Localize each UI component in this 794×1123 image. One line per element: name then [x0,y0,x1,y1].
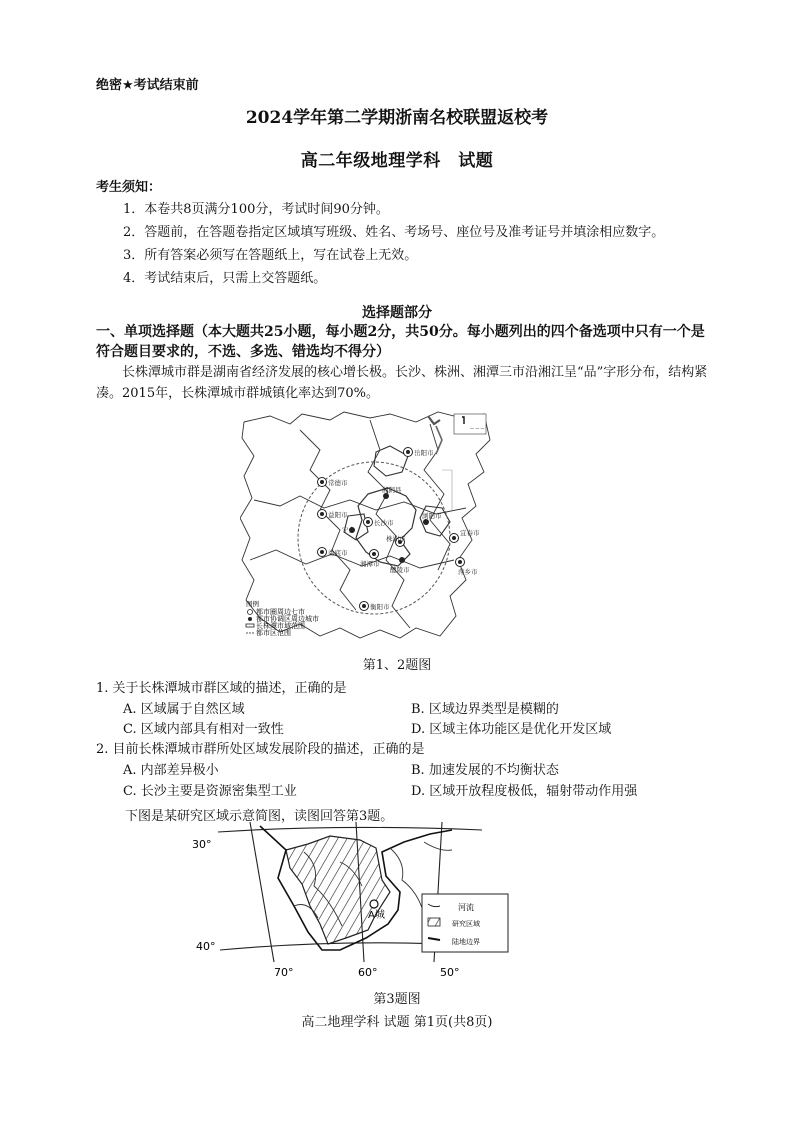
notice-heading: 考生须知： [96,180,162,195]
q2-option-c[interactable]: C. 长沙主要是资源密集型工业 [123,784,297,799]
city-label: 湘潭市 [360,560,380,568]
question-3-intro: 下图是某研究区域示意简图，读图回答第3题。 [125,809,394,824]
city-label: 宁乡 [342,526,355,534]
notice-item: 4．考试结束后，只需上交答题纸。 [123,271,327,286]
map2-legend [422,894,508,952]
lon-label: 70° [274,966,294,979]
map1-legend [246,599,319,637]
question-1-stem: 1. 关于长株潭城市群区域的描述，正确的是 [96,681,347,696]
city-label: 萍乡市 [458,568,478,576]
q1-option-b[interactable]: B. 区域边界类型是模糊的 [411,702,559,717]
notice-item: 3．所有答案必须写在答题纸上，写在试卷上无效。 [123,248,418,263]
q1-option-d[interactable]: D. 区域主体功能区是优化开发区域 [411,722,612,737]
legend-item: 河流 [458,903,474,912]
figure-caption: 第3题图 [373,992,421,1007]
city-label: 衡阳市 [370,603,390,611]
figure-caption: 第1、2题图 [362,658,432,673]
q2-option-a[interactable]: A. 内部差异极小 [123,763,219,778]
changzhutan-map [240,410,494,640]
legend-item: 陆地边界 [452,938,480,946]
legend-title: 图例 [246,600,259,608]
section-title: 选择题部分 [362,305,432,321]
city-label: 醴陵市 [390,566,410,574]
legend-item: 研究区域 [452,920,480,928]
notice-item: 1．本卷共8页满分100分，考试时间90分钟。 [123,202,389,217]
city-label: 浏阳市 [422,512,442,520]
legend-item: 都市协调区周边城市 [256,615,319,623]
lat-label: 30° [192,838,212,851]
q2-option-d[interactable]: D. 区域开放程度极低，辐射带动作用强 [411,784,638,799]
legend-item: 都市区范围 [256,629,291,637]
city-a-label: A城 [368,910,385,921]
notice-item: 2．答题前，在答题卷指定区域填写班级、姓名、考场号、座位号及准考证号并填涂相应数字。 [123,225,665,240]
city-label: 长沙市 [374,519,394,527]
city-label: 常德市 [328,479,348,487]
q1-option-c[interactable]: C. 区域内部具有相对一致性 [123,722,284,737]
intro-paragraph: 长株潭城市群是湖南省经济发展的核心增长极。长沙、株洲、湘潭三市沿湘江呈“品”字形分布，结构紧凑。2015年，长株潭城市群城镇化率达到70%。 [96,365,708,401]
city-label: 宜春市 [460,529,480,537]
legend-item: 都市圈周边七市 [256,608,305,616]
exam-subtitle: 高二年级地理学科 试题 [300,151,494,171]
city-label: 益阳市 [328,511,348,519]
city-label: 岳阳市 [414,449,434,457]
legend-item: 长株潭市域范围 [256,622,305,630]
city-label: 湘阴县 [382,486,402,494]
page-footer: 高二地理学科 试题 第1页(共8页) [301,1015,493,1030]
lon-label: 60° [358,966,378,979]
confidential-mark: 绝密★考试结束前 [96,78,199,93]
research-region-map [190,822,512,982]
part-heading: 一、单项选择题（本大题共25小题，每小题2分，共50分。每小题列出的四个备选项中只有一个是符合题目要求的，不选、多选、错选均不得分） [96,324,705,360]
city-label: 娄底市 [328,549,348,557]
q1-option-a[interactable]: A. 区域属于自然区域 [123,702,245,717]
svg-text:— — —: — — — [470,426,485,431]
exam-title: 2024学年第二学期浙南名校联盟返校考 [245,108,549,128]
question-2-stem: 2. 目前长株潭城市群所处区域发展阶段的描述，正确的是 [96,742,425,757]
q2-option-b[interactable]: B. 加速发展的不均衡状态 [411,763,559,778]
lat-label: 40° [196,940,216,953]
city-label: 株洲市 [386,535,406,543]
lon-label: 50° [440,966,460,979]
